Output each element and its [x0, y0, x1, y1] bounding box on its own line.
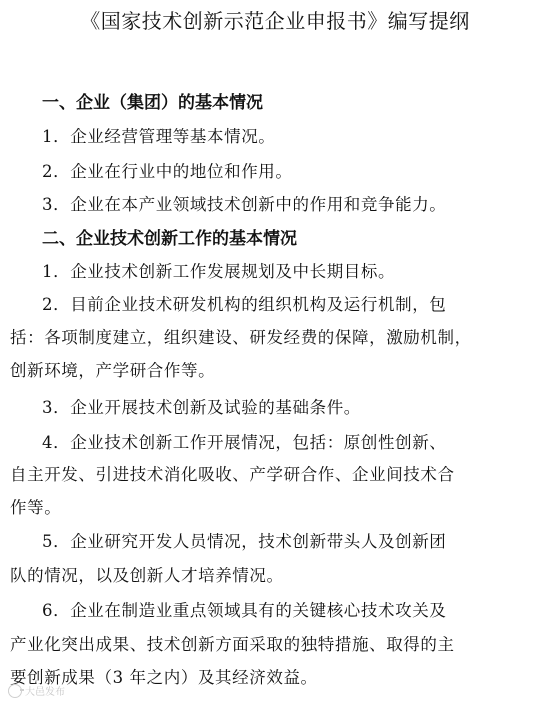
- section-2-item-2-line-2: 括：各项制度建立，组织建设、研发经费的保障，激励机制，: [10, 328, 472, 347]
- section-2-item-4-line-2: 自主开发、引进技术消化吸收、产学研合作、企业间技术合: [10, 465, 455, 484]
- section-2-item-4-line-3: 作等。: [10, 498, 62, 517]
- section-1-item-1: 1．企业经营管理等基本情况。: [42, 127, 276, 146]
- section-2-item-6-line-2: 产业化突出成果、技术创新方面采取的独特措施、取得的主: [10, 635, 455, 654]
- section-1-item-3: 3．企业在本产业领域技术创新中的作用和竞争能力。: [42, 195, 447, 214]
- brand-logo-icon: [8, 684, 22, 698]
- watermark: [8, 683, 65, 698]
- section-1-heading: 一、企业（集团）的基本情况: [42, 93, 263, 113]
- section-1-item-2: 2．企业在行业中的地位和作用。: [42, 162, 293, 181]
- section-2-item-5-line-2: 队的情况，以及创新人才培养情况。: [10, 566, 284, 585]
- section-2-item-2-line-1: 2．目前企业技术研发机构的组织机构及运行机制，包: [42, 295, 447, 314]
- section-2-item-4-line-1: 4．企业技术创新工作开展情况，包括：原创性创新、: [42, 433, 447, 452]
- watermark-text: 大邑发布: [25, 687, 65, 698]
- section-2-item-1: 1．企业技术创新工作发展规划及中长期目标。: [42, 262, 396, 281]
- section-2-heading: 二、企业技术创新工作的基本情况: [42, 229, 297, 249]
- document-title: 《国家技术创新示范企业申报书》编写提纲: [80, 9, 470, 33]
- section-2-item-6-line-3: 要创新成果（3 年之内）及其经济效益。: [10, 668, 318, 687]
- section-2-item-6-line-1: 6．企业在制造业重点领域具有的关键核心技术攻关及: [42, 601, 447, 620]
- section-2-item-2-line-3: 创新环境，产学研合作等。: [10, 361, 216, 380]
- section-2-item-5-line-1: 5．企业研究开发人员情况，技术创新带头人及创新团: [42, 532, 447, 551]
- section-2-item-3: 3．企业开展技术创新及试验的基础条件。: [42, 398, 361, 417]
